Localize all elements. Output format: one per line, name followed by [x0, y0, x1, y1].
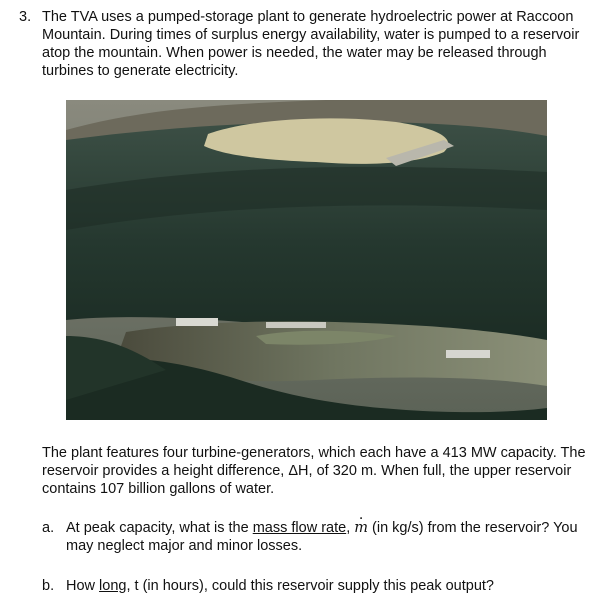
part-b-label: b.: [42, 578, 55, 594]
long-term: long: [99, 578, 127, 594]
lower-structure: [446, 350, 490, 358]
delta-h-symbol: ΔH: [288, 463, 309, 479]
details-text-1: The plant features four turbine-generators, which each have a 413 MW capacity. The reservoir provides a height difference,: [42, 445, 586, 479]
part-a-post: (in kg/s) from the reservoir? You may neglect major and minor losses.: [66, 520, 578, 554]
part-a-text: [66, 519, 586, 555]
question-intro: The TVA uses a pumped-storage plant to generate hydroelectric power at Raccoon Mountain. During times of surplus energy availability, water is pumped to a reservoir atop the mountain. When power is needed, the water may be released through turbines to generate electricity.: [42, 9, 580, 79]
part-a-comma: ,: [346, 520, 351, 536]
part-a-label: a.: [42, 520, 55, 536]
part-b-text: [66, 577, 586, 595]
part-b-pre: How: [66, 578, 100, 594]
question-number: 3.: [19, 9, 32, 25]
intake-structure: [266, 322, 326, 328]
details-text-2: , of 320 m. When full, the upper reservoir contains 107 billion gallons of water.: [42, 463, 572, 497]
powerhouse: [176, 318, 218, 326]
part-a-pre: At peak capacity, what is the: [66, 520, 253, 536]
mass-flow-rate-term: mass flow rate: [252, 520, 347, 536]
part-b-post: , t (in hours), could this reservoir supply this peak output?: [126, 578, 494, 594]
raccoon-mountain-photo: [66, 100, 547, 420]
mass-flow-symbol: · m: [354, 519, 368, 537]
plant-details: [42, 444, 607, 498]
